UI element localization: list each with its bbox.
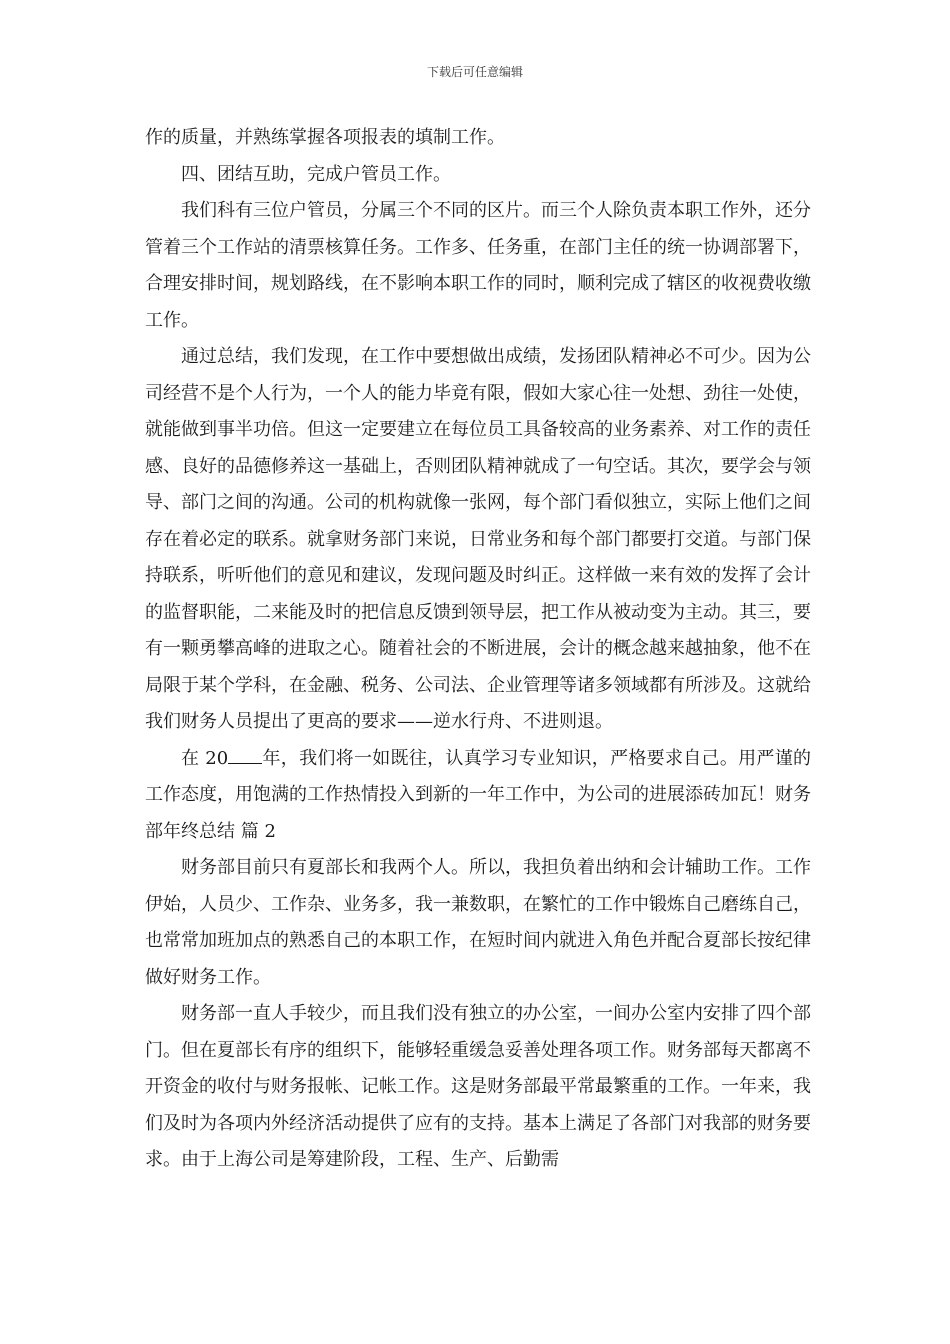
paragraph-continuation: 作的质量，并熟练掌握各项报表的填制工作。 [145,127,505,148]
page-header: 下载后可任意编辑 [426,65,523,79]
year-suffix: 年，我们将一如既往，认真学习专业知识，严格要求自己。用严谨的工作态度，用饱满的工作热情投入到新的一年工作中，为公司的进展添砖加瓦！财务部年终总结 篇 2 [145,747,811,842]
paragraph-department-work: 财务部一直人手较少，而且我们没有独立的办公室，一间办公室内安排了四个部门。但在夏部长有序的组织下，能够轻重缓急妥善处理各项工作。财务部每天都离不开资金的收付与财务报帐、记帐工作。这是财务部最平常最繁重的工作。一年来，我们及时为各项内外经济活动提供了应有的支持。基本上满足了各部门对我部的财务要求。由于上海公司是筹建阶段，工程、生产、后勤需 [145,1003,811,1170]
paragraph-account-managers: 我们科有三位户管员，分属三个不同的区片。而三个人除负责本职工作外，还分管着三个工作站的清票核算任务。工作多、任务重，在部门主任的统一协调部署下，合理安排时间，规划路线，在不影响本职工作的同时，顺利完成了辖区的收视费收缴工作。 [145,200,811,331]
paragraph-department-staff: 财务部目前只有夏部长和我两个人。所以，我担负着出纳和会计辅助工作。工作伊始，人员少、工作杂、业务多，我一兼数职，在繁忙的工作中锻炼自己磨练自己，也常常加班加点的熟悉自己的本职工作，在短时间内就进入角色并配合夏部长按纪律做好财务工作。 [145,857,811,988]
section-heading-four: 四、团结互助，完成户管员工作。 [181,163,451,185]
year-prefix: 在 20 [181,747,229,769]
paragraph-summary: 通过总结，我们发现，在工作中要想做出成绩，发扬团队精神必不可少。因为公司经营不是个人行为，一个人的能力毕竟有限，假如大家心往一处想、劲往一处使，就能做到事半功倍。但这一定要建立在每位员工具备较高的业务素养、对工作的责任感、良好的品德修养这一基础上，否则团队精神就成了一句空话。其次，要学会与领导、部门之间的沟通。公司的机构就像一张网，每个部门看似独立，实际上他们之间存在着必定的联系。就拿财务部门来说，日常业务和每个部门都要打交道。与部门保持联系，听听他们的意见和建议，发现问题及时纠正。这样做一来有效的发挥了会计的监督职能，二来能及时的把信息反馈到领导层，把工作从被动变为主动。其三，要有一颗勇攀高峰的进取之心。随着社会的不断进展，会计的概念越来越抽象，他不在局限于某个学科，在金融、税务、公司法、企业管理等诸多领域都有所涉及。这就给我们财务人员提出了更高的要求——逆水行舟、不进则退。 [145,346,811,732]
year-blank [228,749,262,764]
paragraph-next-year [145,741,811,851]
document-body [145,120,811,1179]
